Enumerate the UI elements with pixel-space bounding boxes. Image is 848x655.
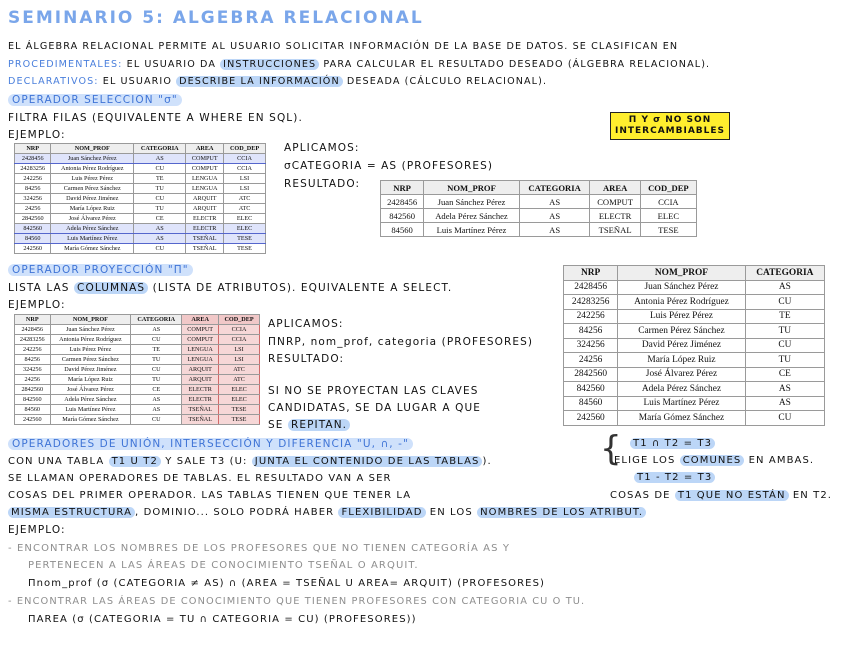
table-header-cell: NOM_PROF — [51, 144, 134, 154]
table-cell: TE — [131, 345, 182, 355]
table-cell: AS — [519, 209, 590, 223]
side4-b: EN T2. — [792, 490, 833, 501]
table-cell: Carmen Pérez Sánchez — [50, 355, 131, 365]
table-cell: María López Ruiz — [618, 353, 745, 368]
table-cell: CCIA — [224, 154, 266, 164]
seleccion-aplicamos: APLICAMOS: — [284, 142, 360, 154]
table-cell: TSEÑAL — [590, 223, 640, 237]
side2-a: ELIGE LOS — [614, 455, 676, 466]
table-header-cell: NOM_PROF — [50, 315, 131, 325]
table-cell: CU — [745, 295, 824, 310]
table-cell: TU — [134, 204, 186, 214]
table-cell: TU — [131, 375, 182, 385]
table-cell: 2428456 — [381, 195, 424, 209]
table-cell: CE — [745, 367, 824, 382]
table-cell: ELEC — [224, 214, 266, 224]
table-cell: ATC — [224, 204, 266, 214]
proc-text-a: EL USUARIO DA — [126, 59, 217, 70]
table-cell: CU — [131, 335, 182, 345]
union-ejemplo: EJEMPLO: — [8, 524, 66, 536]
table-header-cell: AREA — [186, 144, 224, 154]
example-2: - ENCONTRAR LAS ÁREAS DE CONOCIMIENTO QUE TIENEN PROFESORES CON CATEGORIA CU O TU. — [8, 596, 586, 607]
table-cell: José Álvarez Pérez — [618, 367, 745, 382]
table-cell: María López Ruiz — [51, 204, 134, 214]
side-elige — [614, 454, 814, 468]
table-cell: AS — [519, 195, 590, 209]
note3-a: SE — [268, 419, 284, 431]
table-cell: TESE — [224, 244, 266, 254]
union-l4-b: EN LOS — [429, 507, 473, 518]
table-cell: TSEÑAL — [186, 244, 224, 254]
table-cell: 242560 — [15, 415, 51, 425]
example-2-solution: ΠAREA (σ (CATEGORIA = TU ∩ CATEGORIA = CU) (PROFESORES)) — [28, 614, 417, 625]
table-row — [381, 195, 697, 209]
table-cell: CU — [131, 365, 182, 375]
example-1-solution: Πnom_prof (σ (CATEGORIA ≠ AS) ∩ (AREA = TSEÑAL U AREA= ARQUIT) (PROFESORES) — [28, 578, 546, 589]
table-row — [564, 324, 825, 339]
table-row — [381, 209, 697, 223]
table-cell: AS — [745, 280, 824, 295]
seleccion-heading-text: OPERADOR SELECCION "σ" — [8, 94, 182, 106]
table-row — [15, 335, 260, 345]
union-l1-b: Y SALE T3 (U: — [165, 456, 248, 467]
table-header-cell: CATEGORIA — [134, 144, 186, 154]
decl-text-a: EL USUARIO — [102, 76, 172, 87]
table-cell: CU — [134, 164, 186, 174]
table-cell: ELEC — [224, 224, 266, 234]
union-line-3: COSAS DEL PRIMER OPERADOR. LAS TABLAS TIENEN QUE TENER LA — [8, 490, 412, 501]
table-cell: COMPUT — [186, 164, 224, 174]
table-cell: ELECTR — [182, 385, 219, 395]
side-diferencia — [634, 471, 715, 485]
proyeccion-heading-text: OPERADOR PROYECCIÓN "Π" — [8, 264, 193, 276]
union-l4-hl2: FLEXIBILIDAD — [338, 507, 425, 518]
table-cell: David Pérez Jiménez — [51, 194, 134, 204]
declarativos-label: DECLARATIVOS: — [8, 76, 99, 87]
table-header-cell: NOM_PROF — [424, 181, 520, 195]
table-cell: CE — [134, 214, 186, 224]
table-cell: 84560 — [381, 223, 424, 237]
proyeccion-resultado: RESULTADO: — [268, 353, 345, 365]
table-row — [564, 411, 825, 426]
table-row — [15, 224, 266, 234]
table-cell: 2428456 — [15, 154, 51, 164]
table-cell: David Pérez Jiménez — [50, 365, 131, 375]
table-row — [564, 280, 825, 295]
table-cell: AS — [745, 382, 824, 397]
union-heading-text: OPERADORES DE UNIÓN, INTERSECCIÓN Y DIFERENCIA "U, ∩, -" — [8, 438, 413, 450]
table-cell: TSEÑAL — [182, 415, 219, 425]
table-cell: TESE — [224, 234, 266, 244]
table-cell: AS — [131, 395, 182, 405]
page-title: SEMINARIO 5: ALGEBRA RELACIONAL — [8, 8, 424, 28]
proc-highlight: INSTRUCCIONES — [220, 59, 319, 70]
table-cell: 24283256 — [15, 335, 51, 345]
table-row — [564, 382, 825, 397]
table-cell: 2428456 — [564, 280, 618, 295]
table-cell: 24283256 — [15, 164, 51, 174]
side4-a: COSAS DE — [610, 490, 671, 501]
table-cell: TESE — [219, 405, 260, 415]
table-cell: Antonia Pérez Rodríguez — [618, 295, 745, 310]
table-cell: 24256 — [564, 353, 618, 368]
table-cell: José Álvarez Pérez — [51, 214, 134, 224]
table-cell: LSI — [224, 174, 266, 184]
seleccion-desc: FILTRA FILAS (EQUIVALENTE A WHERE EN SQL). — [8, 112, 303, 124]
table-cell: 842560 — [381, 209, 424, 223]
table-cell: LSI — [224, 184, 266, 194]
table-cell: TU — [745, 353, 824, 368]
side-interseccion — [630, 437, 715, 451]
intro-procedimentales — [8, 58, 710, 72]
table-cell: ELECTR — [186, 214, 224, 224]
seleccion-expr: σCATEGORIA = AS (PROFESORES) — [284, 160, 494, 172]
table-row — [15, 174, 266, 184]
table-cell: 84256 — [564, 324, 618, 339]
table-cell: 324256 — [15, 365, 51, 375]
table-cell: Carmen Pérez Sánchez — [618, 324, 745, 339]
table-cell: CU — [745, 338, 824, 353]
table-cell: 84560 — [564, 396, 618, 411]
profesores-table-proyeccion — [14, 314, 260, 425]
table-cell: Luis Pérez Pérez — [618, 309, 745, 324]
table-cell: 242560 — [15, 244, 51, 254]
table-cell: 324256 — [564, 338, 618, 353]
table-cell: María Gómez Sánchez — [618, 411, 745, 426]
table-cell: TU — [134, 184, 186, 194]
intro-declarativos — [8, 75, 547, 89]
table-cell: 24256 — [15, 375, 51, 385]
table-cell: LENGUA — [186, 184, 224, 194]
table-cell: 842560 — [564, 382, 618, 397]
table-cell: ELEC — [219, 395, 260, 405]
proc-text-b: PARA CALCULAR EL RESULTADO DESEADO (ÁLGEBRA RELACIONAL). — [323, 59, 711, 70]
table-cell: 84256 — [15, 355, 51, 365]
table-cell: TESE — [219, 415, 260, 425]
table-cell: TSEÑAL — [182, 405, 219, 415]
proyeccion-note-1: SI NO SE PROYECTAN LAS CLAVES — [268, 385, 479, 397]
table-cell: TE — [134, 174, 186, 184]
union-l4-a: , DOMINIO... SOLO PODRÁ HABER — [135, 507, 335, 518]
table-cell: Luis Pérez Pérez — [51, 174, 134, 184]
intro-line: EL ÁLGEBRA RELACIONAL PERMITE AL USUARIO SOLICITAR INFORMACIÓN DE LA BASE DE DATOS. SE CLASIFICAN EN — [8, 41, 679, 52]
table-cell: 2842560 — [15, 214, 51, 224]
table-cell: LENGUA — [186, 174, 224, 184]
table-cell: TU — [131, 355, 182, 365]
note-box: Π Y σ NO SON INTERCAMBIABLES — [610, 112, 730, 140]
union-l1-hl1: T1 U T2 — [109, 456, 161, 467]
table-cell: CU — [131, 415, 182, 425]
table-cell: ATC — [219, 365, 260, 375]
table-cell: CU — [134, 194, 186, 204]
side3-text: T1 - T2 = T3 — [634, 472, 715, 483]
table-cell: AS — [134, 154, 186, 164]
table-cell: AS — [134, 224, 186, 234]
table-cell: AS — [131, 325, 182, 335]
proy-desc-a: LISTA LAS — [8, 282, 70, 294]
table-row — [15, 325, 260, 335]
table-row — [15, 345, 260, 355]
table-cell: CCIA — [224, 164, 266, 174]
proyeccion-expr: ΠNRP, nom_prof, categoria (PROFESORES) — [268, 336, 534, 348]
table-row — [564, 353, 825, 368]
table-cell: AS — [519, 223, 590, 237]
proyeccion-desc — [8, 281, 452, 295]
table-row — [15, 234, 266, 244]
proyeccion-aplicamos: APLICAMOS: — [268, 318, 344, 330]
table-cell: 2842560 — [564, 367, 618, 382]
table-cell: LSI — [219, 355, 260, 365]
table-row — [564, 367, 825, 382]
table-row — [15, 415, 260, 425]
table-cell: TU — [745, 324, 824, 339]
table-header-cell: COD_DEP — [224, 144, 266, 154]
seleccion-ejemplo: EJEMPLO: — [8, 129, 66, 141]
table-row — [15, 365, 260, 375]
union-l1-hl2: JUNTA EL CONTENIDO DE LAS TABLAS — [252, 456, 483, 467]
table-cell: CE — [131, 385, 182, 395]
side-cosas — [610, 489, 832, 503]
table-cell: ARQUIT — [186, 204, 224, 214]
union-line-2: SE LLAMAN OPERADORES DE TABLAS. EL RESULTADO VAN A SER — [8, 473, 392, 484]
table-cell: ARQUIT — [186, 194, 224, 204]
decl-text-b: DESEADA (CÁLCULO RELACIONAL). — [346, 76, 548, 87]
table-cell: 2428456 — [15, 325, 51, 335]
side2-b: EN AMBAS. — [748, 455, 815, 466]
table-row — [15, 355, 260, 365]
table-cell: ELECTR — [186, 224, 224, 234]
table-header-cell: NRP — [15, 144, 51, 154]
proyeccion-heading — [8, 263, 193, 277]
table-cell: ELECTR — [590, 209, 640, 223]
table-cell: Adela Pérez Sánchez — [51, 224, 134, 234]
table-cell: Carmen Pérez Sánchez — [51, 184, 134, 194]
table-row — [15, 184, 266, 194]
table-cell: AS — [745, 396, 824, 411]
table-header-cell: NRP — [15, 315, 51, 325]
example-1-a: - ENCONTRAR LOS NOMBRES DE LOS PROFESORES QUE NO TIENEN CATEGORÍA AS Y — [8, 543, 511, 554]
table-row — [564, 338, 825, 353]
table-cell: 24256 — [15, 204, 51, 214]
table-cell: LSI — [219, 345, 260, 355]
table-cell: 2842560 — [15, 385, 51, 395]
table-cell: ELEC — [219, 385, 260, 395]
profesores-table-seleccion — [14, 143, 266, 254]
table-cell: CCIA — [640, 195, 696, 209]
union-line-4 — [8, 506, 646, 520]
table-cell: José Álvarez Pérez — [50, 385, 131, 395]
side2-highlight: COMUNES — [680, 455, 745, 466]
table-row — [15, 214, 266, 224]
table-cell: COMPUT — [182, 325, 219, 335]
table-cell: 242560 — [564, 411, 618, 426]
table-header-cell: CATEGORIA — [519, 181, 590, 195]
table-header-cell: CATEGORIA — [131, 315, 182, 325]
table-cell: Juan Sánchez Pérez — [50, 325, 131, 335]
table-header-cell: AREA — [182, 315, 219, 325]
table-cell: ELEC — [640, 209, 696, 223]
table-cell: 324256 — [15, 194, 51, 204]
decl-highlight: DESCRIBE LA INFORMACIÓN — [176, 76, 343, 87]
table-cell: Luis Martínez Pérez — [424, 223, 520, 237]
table-cell: Adela Pérez Sánchez — [618, 382, 745, 397]
table-cell: Luis Pérez Pérez — [50, 345, 131, 355]
table-cell: COMPUT — [590, 195, 640, 209]
table-cell: 842560 — [15, 224, 51, 234]
table-cell: TE — [745, 309, 824, 324]
union-l4-hl3: NOMBRES DE LOS ATRIBUT. — [477, 507, 646, 518]
table-cell: David Pérez Jiménez — [618, 338, 745, 353]
table-row — [15, 244, 266, 254]
table-cell: COMPUT — [186, 154, 224, 164]
table-row — [564, 396, 825, 411]
table-row — [15, 164, 266, 174]
table-cell: 24283256 — [564, 295, 618, 310]
table-cell: COMPUT — [182, 335, 219, 345]
table-cell: Juan Sánchez Pérez — [51, 154, 134, 164]
brace-icon: { — [600, 429, 622, 469]
table-row — [15, 204, 266, 214]
union-line-1 — [8, 455, 492, 469]
table-cell: TSEÑAL — [186, 234, 224, 244]
proyeccion-note-3 — [268, 418, 350, 432]
table-row — [15, 154, 266, 164]
table-cell: ATC — [219, 375, 260, 385]
table-cell: Antonia Pérez Rodríguez — [51, 164, 134, 174]
side1-text: T1 ∩ T2 = T3 — [630, 438, 715, 449]
table-cell: María Gómez Sánchez — [51, 244, 134, 254]
table-cell: ARQUIT — [182, 375, 219, 385]
table-cell: 242256 — [15, 174, 51, 184]
table-cell: CU — [745, 411, 824, 426]
table-cell: 842560 — [15, 395, 51, 405]
table-row — [15, 194, 266, 204]
table-cell: Adela Pérez Sánchez — [424, 209, 520, 223]
table-header-cell: COD_DEP — [219, 315, 260, 325]
union-l1-a: CON UNA TABLA — [8, 456, 105, 467]
table-header-cell: COD_DEP — [640, 181, 696, 195]
table-cell: CCIA — [219, 325, 260, 335]
table-cell: Luis Martínez Pérez — [51, 234, 134, 244]
union-l4-hl1: MISMA ESTRUCTURA — [8, 507, 135, 518]
table-cell: María López Ruiz — [50, 375, 131, 385]
table-cell: LENGUA — [182, 355, 219, 365]
table-cell: 84256 — [15, 184, 51, 194]
table-cell: Juan Sánchez Pérez — [618, 280, 745, 295]
proy-desc-highlight: COLUMNAS — [74, 282, 148, 294]
seleccion-heading — [8, 93, 182, 107]
table-header-cell: NOM_PROF — [618, 266, 745, 281]
table-cell: AS — [131, 405, 182, 415]
table-row — [15, 375, 260, 385]
procedimentales-label: PROCEDIMENTALES: — [8, 59, 123, 70]
table-row — [15, 385, 260, 395]
table-cell: 84560 — [15, 234, 51, 244]
table-cell: Juan Sánchez Pérez — [424, 195, 520, 209]
note3-highlight: REPITAN. — [288, 419, 350, 431]
table-row — [564, 295, 825, 310]
table-cell: 242256 — [15, 345, 51, 355]
table-cell: 242256 — [564, 309, 618, 324]
table-header-cell: AREA — [590, 181, 640, 195]
table-cell: LENGUA — [182, 345, 219, 355]
table-cell: CCIA — [219, 335, 260, 345]
side4-highlight: T1 QUE NO ESTÁN — [675, 490, 789, 501]
table-cell: ARQUIT — [182, 365, 219, 375]
proyeccion-ejemplo: EJEMPLO: — [8, 299, 66, 311]
seleccion-resultado: RESULTADO: — [284, 178, 361, 190]
seleccion-result-table — [380, 180, 697, 237]
table-cell: ELECTR — [182, 395, 219, 405]
table-row — [15, 405, 260, 415]
proyeccion-result-table — [563, 265, 825, 426]
table-cell: Antonia Pérez Rodríguez — [50, 335, 131, 345]
union-heading — [8, 437, 413, 451]
table-cell: 84560 — [15, 405, 51, 415]
table-header-cell: CATEGORIA — [745, 266, 824, 281]
table-header-cell: NRP — [564, 266, 618, 281]
table-cell: AS — [134, 234, 186, 244]
table-cell: CU — [134, 244, 186, 254]
table-cell: ATC — [224, 194, 266, 204]
table-cell: TESE — [640, 223, 696, 237]
table-cell: Adela Pérez Sánchez — [50, 395, 131, 405]
proy-desc-b: (LISTA DE ATRIBUTOS). EQUIVALENTE A SELECT. — [152, 282, 453, 294]
table-cell: Luis Martínez Pérez — [50, 405, 131, 415]
table-row — [564, 309, 825, 324]
proyeccion-note-2: CANDIDATAS, SE DA LUGAR A QUE — [268, 402, 481, 414]
table-row — [15, 395, 260, 405]
example-1-b: PERTENECEN A LAS ÁREAS DE CONOCIMIENTO TSEÑAL O ARQUIT. — [28, 560, 419, 571]
table-cell: Luis Martínez Pérez — [618, 396, 745, 411]
table-header-cell: NRP — [381, 181, 424, 195]
table-row — [381, 223, 697, 237]
table-cell: María Gómez Sánchez — [50, 415, 131, 425]
union-l1-c: ). — [482, 456, 492, 467]
